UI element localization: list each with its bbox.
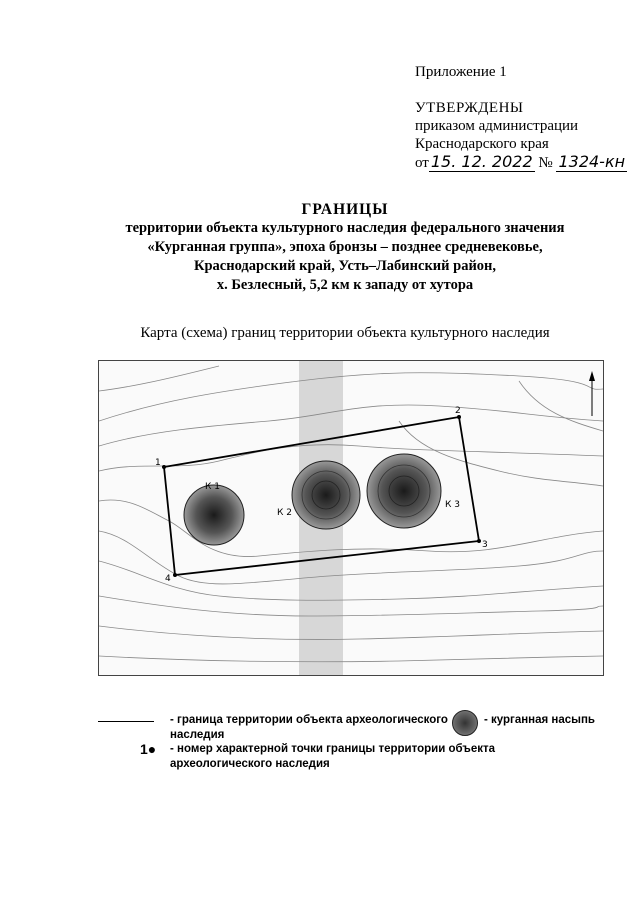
mound-k2-label: К 2 <box>277 508 292 518</box>
legend-mound-icon <box>452 710 478 736</box>
point-3-label: 3 <box>482 540 488 550</box>
legend-point-symbol: 1● <box>140 741 157 757</box>
document-title <box>60 200 630 295</box>
mound-k1-label: К 1 <box>205 482 220 492</box>
point-4-label: 4 <box>165 574 171 584</box>
title-line-1: территории объекта культурного наследия федерального значения <box>125 220 565 236</box>
mound-k3-label: К 3 <box>445 500 460 510</box>
point-2-label: 2 <box>455 406 461 416</box>
appendix-label: Приложение 1 <box>415 64 507 80</box>
title-line-2: «Курганная группа», эпоха бронзы – позднее средневековье, <box>147 239 543 255</box>
legend-boundary-line <box>98 721 154 722</box>
legend-boundary-text <box>170 713 460 743</box>
mound-k2 <box>292 461 360 529</box>
mound-k1 <box>184 485 244 545</box>
order-line-1: приказом администрации <box>415 118 579 134</box>
point-3-marker <box>477 539 481 543</box>
title-line-3: Краснодарский край, Усть–Лабинский район, <box>193 258 497 274</box>
mound-k3 <box>367 454 441 528</box>
order-date-number-line <box>415 152 627 172</box>
order-date: 15. 12. 2022 <box>430 152 533 171</box>
order-line-2: Краснодарского края <box>415 136 549 152</box>
title-line-4: х. Безлесный, 5,2 км к западу от хутора <box>216 277 474 293</box>
north-arrow-icon <box>589 371 595 416</box>
map-drawing <box>99 361 603 675</box>
title-main: ГРАНИЦЫ <box>301 201 389 218</box>
map-caption: Карта (схема) границ территории объекта культурного наследия <box>140 325 550 341</box>
from-prefix: от <box>415 155 429 171</box>
point-4-marker <box>173 573 177 577</box>
point-1-label: 1 <box>155 458 161 468</box>
legend-boundary-line-2: наследия <box>170 729 225 741</box>
boundary-map <box>98 360 604 676</box>
legend-point-line-1: - номер характерной точки границы территории объекта <box>170 743 495 755</box>
legend-mound-text: - курганная насыпь <box>484 714 596 726</box>
legend-boundary-line-1: - граница территории объекта археологического <box>170 714 448 726</box>
approved-heading: УТВЕРЖДЕНЫ <box>415 100 524 116</box>
point-1-marker <box>162 465 166 469</box>
legend-point-text <box>170 742 510 772</box>
number-prefix: № <box>538 155 553 171</box>
order-number: 1324-кн <box>558 152 626 171</box>
legend-point-line-2: археологического наследия <box>170 758 330 770</box>
